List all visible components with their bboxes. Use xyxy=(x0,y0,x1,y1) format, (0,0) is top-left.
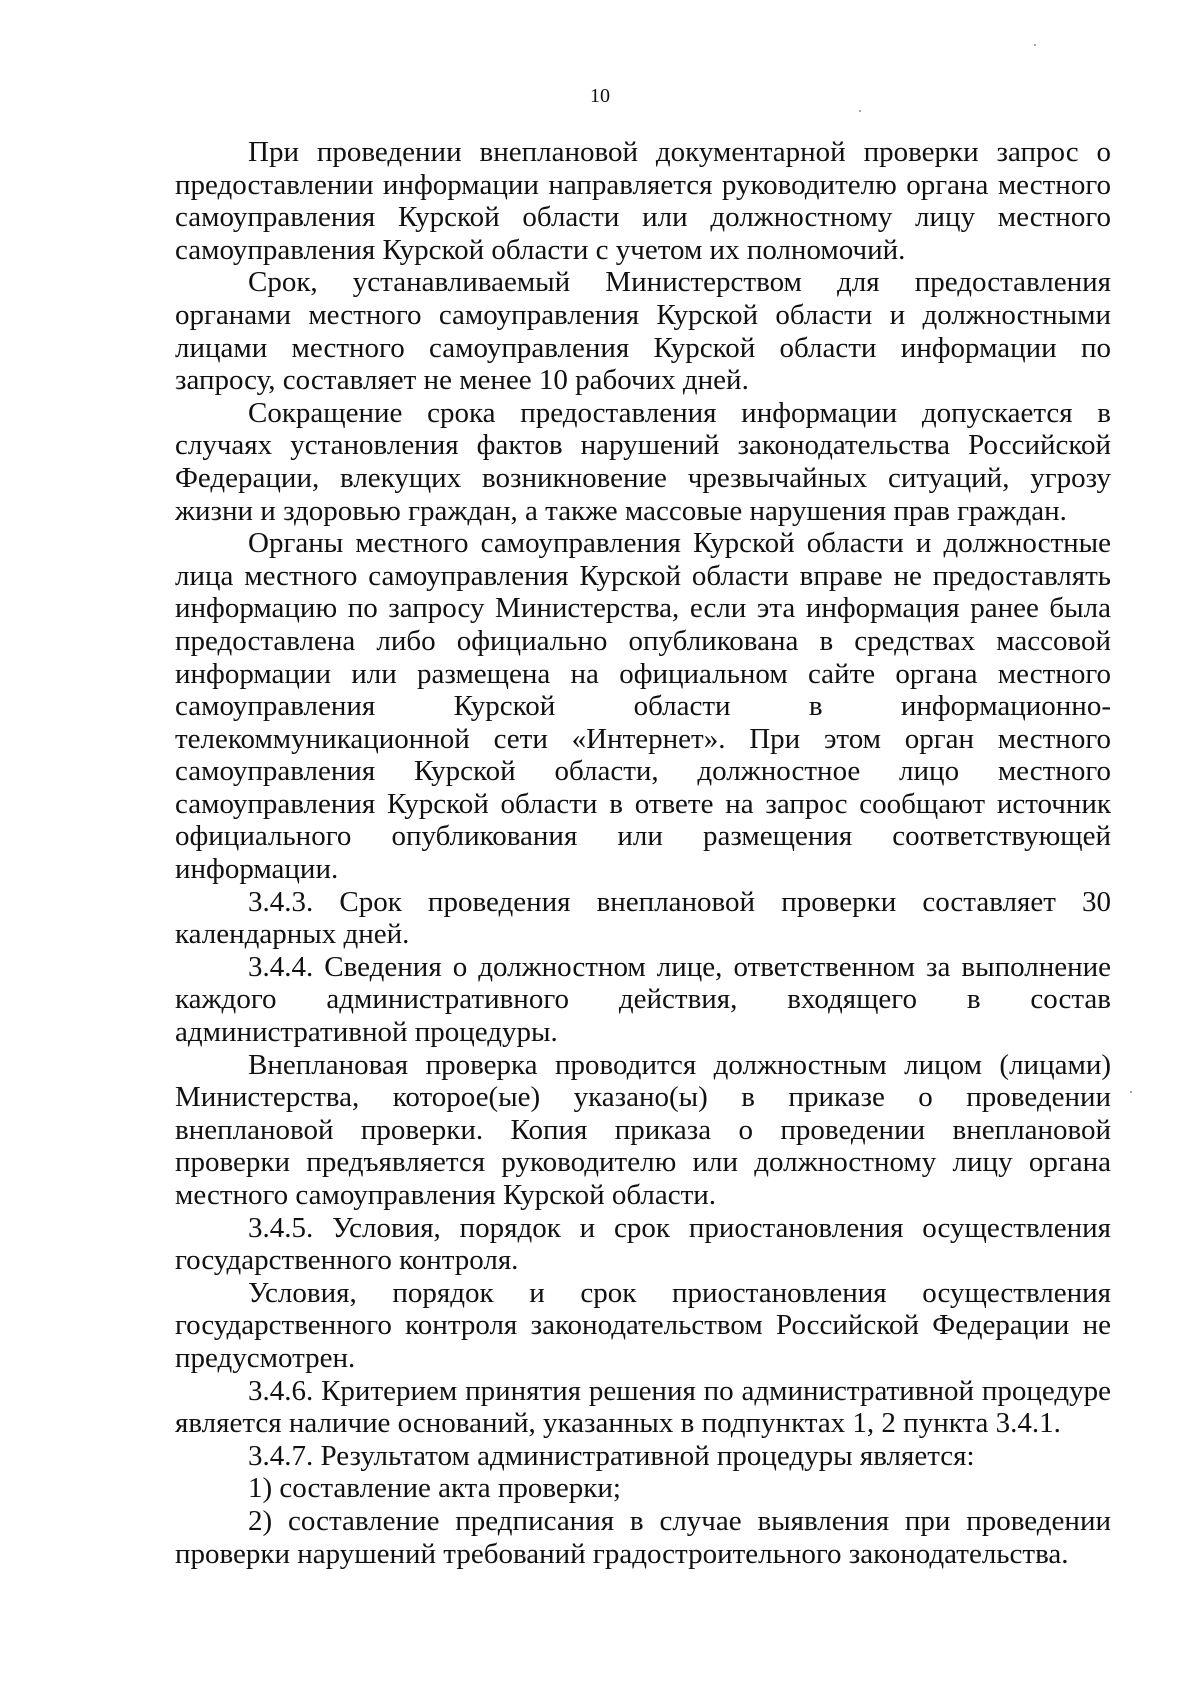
paragraph-3-4-3: 3.4.3. Срок проведения внеплановой проверки составляет 30 календарных дней. xyxy=(175,885,1111,951)
paragraph-deadline-reduction: Сокращение срока предоставления информации допускается в случаях установления фактов нарушений законодательства Российской Федерации, влекущих возникновение чрезвычайных ситуаций, угрозу жизни и здоровью граждан, а также массовые нарушения прав граждан. xyxy=(175,396,1111,527)
paragraph-suspension-not-provided: Условия, порядок и срок приостановления осуществления государственного контроля законодательством Российской Федерации не предусмотрен. xyxy=(175,1276,1111,1374)
paragraph-documentary-check-request: При проведении внеплановой документарной проверки запрос о предоставлении информации направляется руководителю органа местного самоуправления Курской области или должностному лицу местного самоуправления Курской области с учетом их полномочий. xyxy=(175,136,1111,266)
page-number: 10 xyxy=(590,85,610,107)
scan-speck xyxy=(1034,44,1036,46)
scan-speck xyxy=(1130,1091,1132,1093)
paragraph-3-4-4: 3.4.4. Сведения о должностном лице, ответственном за выполнение каждого административного действия, входящего в состав административной процедуры. xyxy=(175,950,1111,1049)
scan-speck xyxy=(859,110,861,112)
paragraph-right-not-to-provide: Органы местного самоуправления Курской области и должностные лица местного самоуправления Курской области вправе не предоставлять информацию по запросу Министерства, если эта информация ранее была предоставлена либо официально опубликована в средствах массовой информации или размещена на официальном сайте органа местного самоуправления Курской области в информационно-телекоммуникационной сети «Интернет». При этом орган местного самоуправления Курской области, должностное лицо местного самоуправления Курской области в ответе на запрос сообщают источник официального опубликования или размещения соответствующей информации. xyxy=(175,527,1111,886)
paragraph-3-4-7: 3.4.7. Результатом административной процедуры является: xyxy=(248,1439,975,1472)
paragraph-response-deadline: Срок, устанавливаемый Министерством для предоставления органами местного самоуправления Курской области и должностными лицами местного самоуправления Курской области информации по запросу, составляет не менее 10 рабочих дней. xyxy=(175,266,1111,397)
list-item-2: 2) составление предписания в случае выявления при проведении проверки нарушений требований градостроительного законодательства. xyxy=(175,1504,1111,1570)
paragraph-3-4-5: 3.4.5. Условия, порядок и срок приостановления осуществления государственного контроля. xyxy=(175,1211,1111,1277)
paragraph-unscheduled-check-officials: Внеплановая проверка проводится должностным лицом (лицами) Министерства, которое(ые) указано(ы) в приказе о проведении внеплановой проверки. Копия приказа о проведении внеплановой проверки предъявляется руководителю или должностному лицу органа местного самоуправления Курской области. xyxy=(175,1048,1111,1211)
list-item-1: 1) составление акта проверки; xyxy=(248,1472,621,1505)
document-body xyxy=(175,136,1111,1570)
paragraph-3-4-6: 3.4.6. Критерием принятия решения по административной процедуре является наличие оснований, указанных в подпунктах 1, 2 пункта 3.4.1. xyxy=(175,1374,1111,1440)
